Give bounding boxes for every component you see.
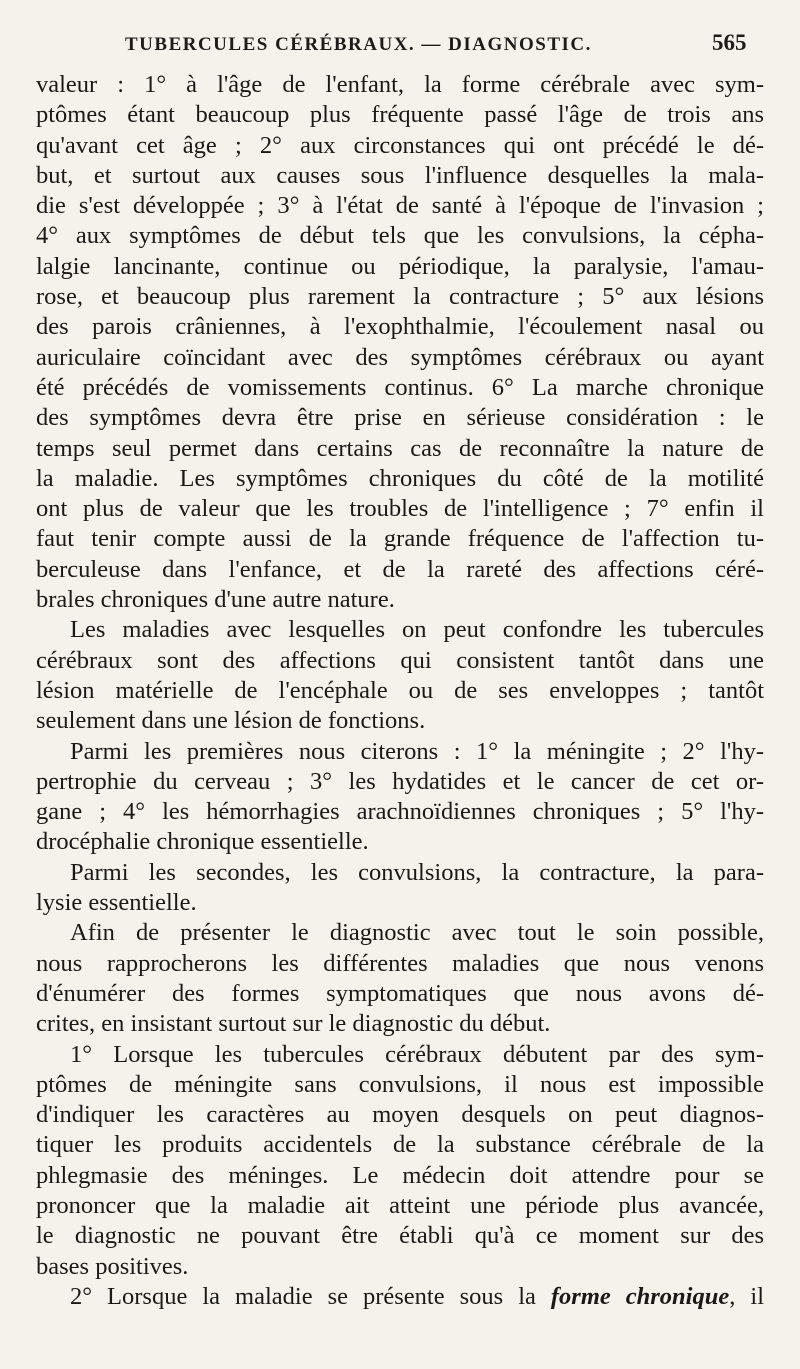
text-line: bases positives. — [36, 1252, 189, 1280]
text-line: prononcer que la maladie ait atteint une période plus avancée, — [36, 1191, 764, 1219]
text-line: die s'est développée ; 3° à l'état de santé à l'époque de l'invasion ; — [36, 192, 764, 220]
text-line: but, et surtout aux causes sous l'influence desquelles la mala- — [36, 161, 764, 189]
text-line: faut tenir compte aussi de la grande fréquence de l'affection tu- — [36, 525, 764, 553]
paragraph-start-line: Parmi les premières nous citerons : 1° la méningite ; 2° l'hy- — [70, 737, 764, 765]
paragraph-start-line — [36, 1282, 764, 1312]
text-line: ptômes de méningite sans convulsions, il nous est impossible — [36, 1070, 764, 1098]
text-line: le diagnostic ne pouvant être établi qu'à ce moment sur des — [36, 1222, 764, 1250]
text-line: crites, en insistant surtout sur le diagnostic du début. — [36, 1010, 551, 1038]
text-line: brales chroniques d'une autre nature. — [36, 586, 395, 614]
text-line: d'indiquer les caractères au moyen desquels on peut diagnos- — [36, 1101, 764, 1129]
running-title: TUBERCULES CÉRÉBRAUX. — DIAGNOSTIC. — [125, 34, 592, 55]
text-line: seulement dans une lésion de fonctions. — [36, 707, 426, 735]
final-line-tail: , il — [729, 1282, 764, 1310]
text-line: berculeuse dans l'enfance, et de la rareté des affections céré- — [36, 555, 764, 583]
text-line: tiquer les produits accidentels de la substance cérébrale de la — [36, 1131, 764, 1159]
text-line: temps seul permet dans certains cas de reconnaître la nature de — [36, 434, 764, 462]
emphasized-phrase: forme chronique — [550, 1282, 730, 1310]
text-line: 4° aux symptômes de début tels que les convulsions, la cépha- — [36, 222, 764, 250]
text-line: ont plus de valeur que les troubles de l'intelligence ; 7° enfin il — [36, 495, 764, 523]
paragraph-start-line: 1° Lorsque les tubercules cérébraux débutent par des sym- — [70, 1040, 764, 1068]
text-line: lésion matérielle de l'encéphale ou de ses enveloppes ; tantôt — [36, 676, 764, 704]
text-line: drocéphalie chronique essentielle. — [36, 828, 369, 856]
text-line: nous rapprocherons les différentes maladies que nous venons — [36, 949, 764, 977]
text-line: la maladie. Les symptômes chroniques du côté de la motilité — [36, 464, 764, 492]
text-line: des parois crâniennes, à l'exophthalmie, l'écoulement nasal ou — [36, 313, 764, 341]
text-line: pertrophie du cerveau ; 3° les hydatides et le cancer de cet or- — [36, 767, 764, 795]
text-line: cérébraux sont des affections qui consistent tantôt dans une — [36, 646, 764, 674]
text-line: gane ; 4° les hémorrhagies arachnoïdiennes chroniques ; 5° l'hy- — [36, 798, 764, 826]
text-line: rose, et beaucoup plus rarement la contracture ; 5° aux lésions — [36, 283, 764, 311]
final-line-text: 2° Lorsque la maladie se présente sous la — [70, 1282, 551, 1310]
text-line: phlegmasie des méninges. Le médecin doit attendre pour se — [36, 1161, 764, 1189]
body-text — [36, 70, 764, 1312]
text-line: lalgie lancinante, continue ou périodique, la paralysie, l'amau- — [36, 252, 764, 280]
paragraph-start-line: Afin de présenter le diagnostic avec tout le soin possible, — [70, 919, 764, 947]
text-line: lysie essentielle. — [36, 889, 197, 917]
paragraph-start-line: Les maladies avec lesquelles on peut confondre les tubercules — [70, 616, 764, 644]
text-line: été précédés de vomissements continus. 6° La marche chronique — [36, 373, 764, 401]
text-line: valeur : 1° à l'âge de l'enfant, la forme cérébrale avec sym- — [36, 71, 764, 98]
text-line: des symptômes devra être prise en sérieuse considération : le — [36, 404, 764, 432]
text-line: qu'avant cet âge ; 2° aux circonstances qui ont précédé le dé- — [36, 131, 764, 159]
text-line: d'énumérer des formes symptomatiques que nous avons dé- — [36, 979, 764, 1007]
paragraph-start-line: Parmi les secondes, les convulsions, la contracture, la para- — [70, 858, 764, 886]
text-line: ptômes étant beaucoup plus fréquente passé l'âge de trois ans — [36, 101, 764, 129]
text-line: auriculaire coïncidant avec des symptômes cérébraux ou ayant — [36, 343, 764, 371]
page-number: 565 — [712, 30, 747, 55]
